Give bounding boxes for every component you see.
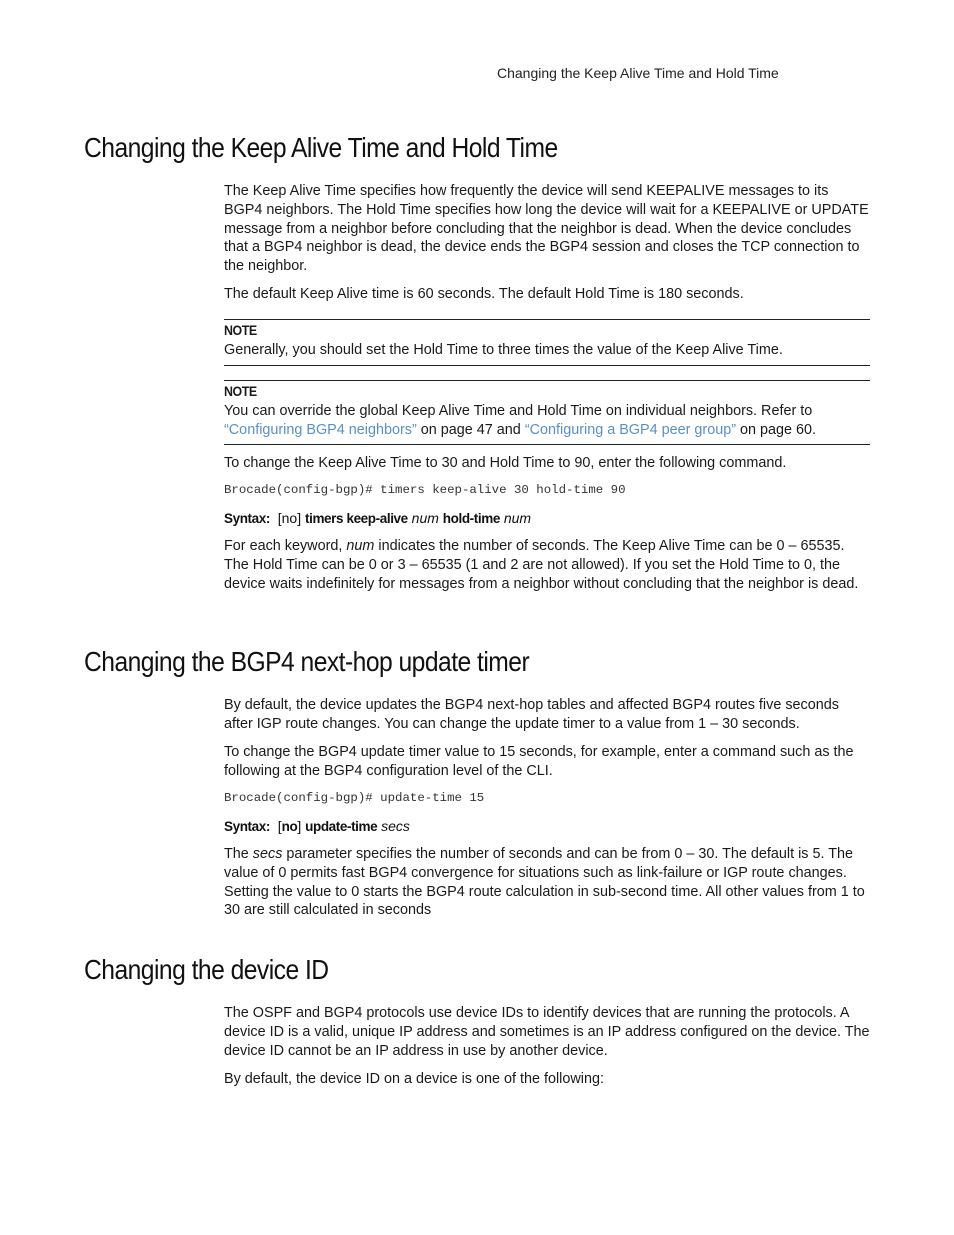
note-text-start: You can override the global Keep Alive Time and Hold Time on individual neighbors. Refer to <box>224 402 813 419</box>
syntax-bracket: [ <box>277 818 282 834</box>
emphasis: num <box>346 538 375 554</box>
note-box-2 <box>224 380 870 445</box>
command-example-timers: Brocade(config-bgp)# timers keep-alive 30 hold-time 90 <box>224 483 626 497</box>
paragraph: To change the Keep Alive Time to 30 and Hold Time to 90, enter the following command. <box>224 455 787 471</box>
syntax-label: Syntax: <box>224 511 270 526</box>
syntax-line-timers <box>224 510 531 526</box>
paragraph: By default, the device updates the BGP4 next-hop tables and affected BGP4 routes five seconds after IGP route changes. You can change the update timer to a value from 1 – 30 seconds. <box>224 697 839 732</box>
note-box-1 <box>224 319 870 366</box>
command-example-update-time: Brocade(config-bgp)# update-time 15 <box>224 791 485 805</box>
note-label: NOTE <box>224 323 257 338</box>
note-text-mid: on page 47 and <box>416 421 525 438</box>
syntax-keyword: hold-time <box>442 511 500 526</box>
next-hop-intro-paragraph <box>224 696 870 734</box>
text: indicates the number of seconds. The Keep Alive Time can be 0 – 65535. The Hold Time can be 0 or 3 – 65535 (1 and 2 are not allowed). If you set the Hold Time to 0, the device waits indefinitely for messages from a neighbor without concluding that the neighbor is dead. <box>224 538 859 592</box>
device-id-default-paragraph <box>224 1070 870 1089</box>
keepalive-defaults-paragraph <box>224 285 870 304</box>
link-configuring-bgp4-peer-group[interactable]: “Configuring a BGP4 peer group” <box>524 421 736 438</box>
emphasis: secs <box>252 846 283 862</box>
syntax-bracket: ] <box>297 818 302 834</box>
syntax-line-update-time <box>224 818 410 834</box>
note-text-end: on page 60. <box>736 421 817 438</box>
paragraph <box>224 537 870 593</box>
paragraph: By default, the device ID on a device is one of the following: <box>224 1071 604 1087</box>
syntax-keyword: timers keep-alive <box>305 511 408 526</box>
note-text: Generally, you should set the Hold Time to three times the value of the Keep Alive Time. <box>224 341 783 358</box>
running-header: Changing the Keep Alive Time and Hold Time <box>497 65 779 81</box>
section-title-keepalive: Changing the Keep Alive Time and Hold Time <box>84 132 558 163</box>
syntax-label: Syntax: <box>224 819 270 834</box>
paragraph: The OSPF and BGP4 protocols use device IDs to identify devices that are running the protocols. A device ID is a valid, unique IP address and sometimes is an IP address configured on the device. The device ID cannot be an IP address in use by another device. <box>224 1005 870 1059</box>
syntax-optional-no: no <box>281 819 298 834</box>
paragraph <box>224 845 870 920</box>
next-hop-command-intro <box>224 743 870 781</box>
link-configuring-bgp4-neighbors[interactable]: “Configuring BGP4 neighbors” <box>224 421 417 438</box>
section-title-device-id: Changing the device ID <box>84 954 329 985</box>
text: For each keyword, <box>224 538 347 554</box>
note-label: NOTE <box>224 384 257 399</box>
syntax-keyword: update-time <box>305 819 378 834</box>
syntax-argument: secs <box>381 818 410 834</box>
paragraph: The Keep Alive Time specifies how frequently the device will send KEEPALIVE messages to its BGP4 neighbors. The Hold Time specifies how long the device will wait for a KEEPALIVE or UPDATE message from a neighbor before concluding that the neighbor is dead. When the device concludes that a BGP4 neighbor is dead, the device ends the BGP4 session and closes the TCP connection to the neighbor. <box>224 183 869 275</box>
keepalive-keyword-description <box>224 537 870 593</box>
update-time-parameter-description <box>224 845 870 920</box>
syntax-optional-no: [no] <box>277 510 302 526</box>
device-id-intro-paragraph <box>224 1004 870 1060</box>
keepalive-intro-paragraph <box>224 182 870 276</box>
text: The <box>224 846 253 862</box>
paragraph: To change the BGP4 update timer value to 15 seconds, for example, enter a command such as the following at the BGP4 configuration level of the CLI. <box>224 744 854 779</box>
paragraph: The default Keep Alive time is 60 seconds. The default Hold Time is 180 seconds. <box>224 286 744 302</box>
syntax-argument: num <box>503 510 532 526</box>
keepalive-command-intro <box>224 454 870 473</box>
section-title-next-hop-timer: Changing the BGP4 next-hop update timer <box>84 646 530 677</box>
text: parameter specifies the number of seconds and can be from 0 – 30. The default is 5. The value of 0 permits fast BGP4 convergence for situations such as link-failure or IGP route changes. Setting the value to 0 starts the BGP4 route calculation in sub-second time. All other values from 1 to 30 are still calculated in seconds <box>224 846 865 919</box>
note-text <box>224 402 870 440</box>
syntax-argument: num <box>411 510 439 526</box>
